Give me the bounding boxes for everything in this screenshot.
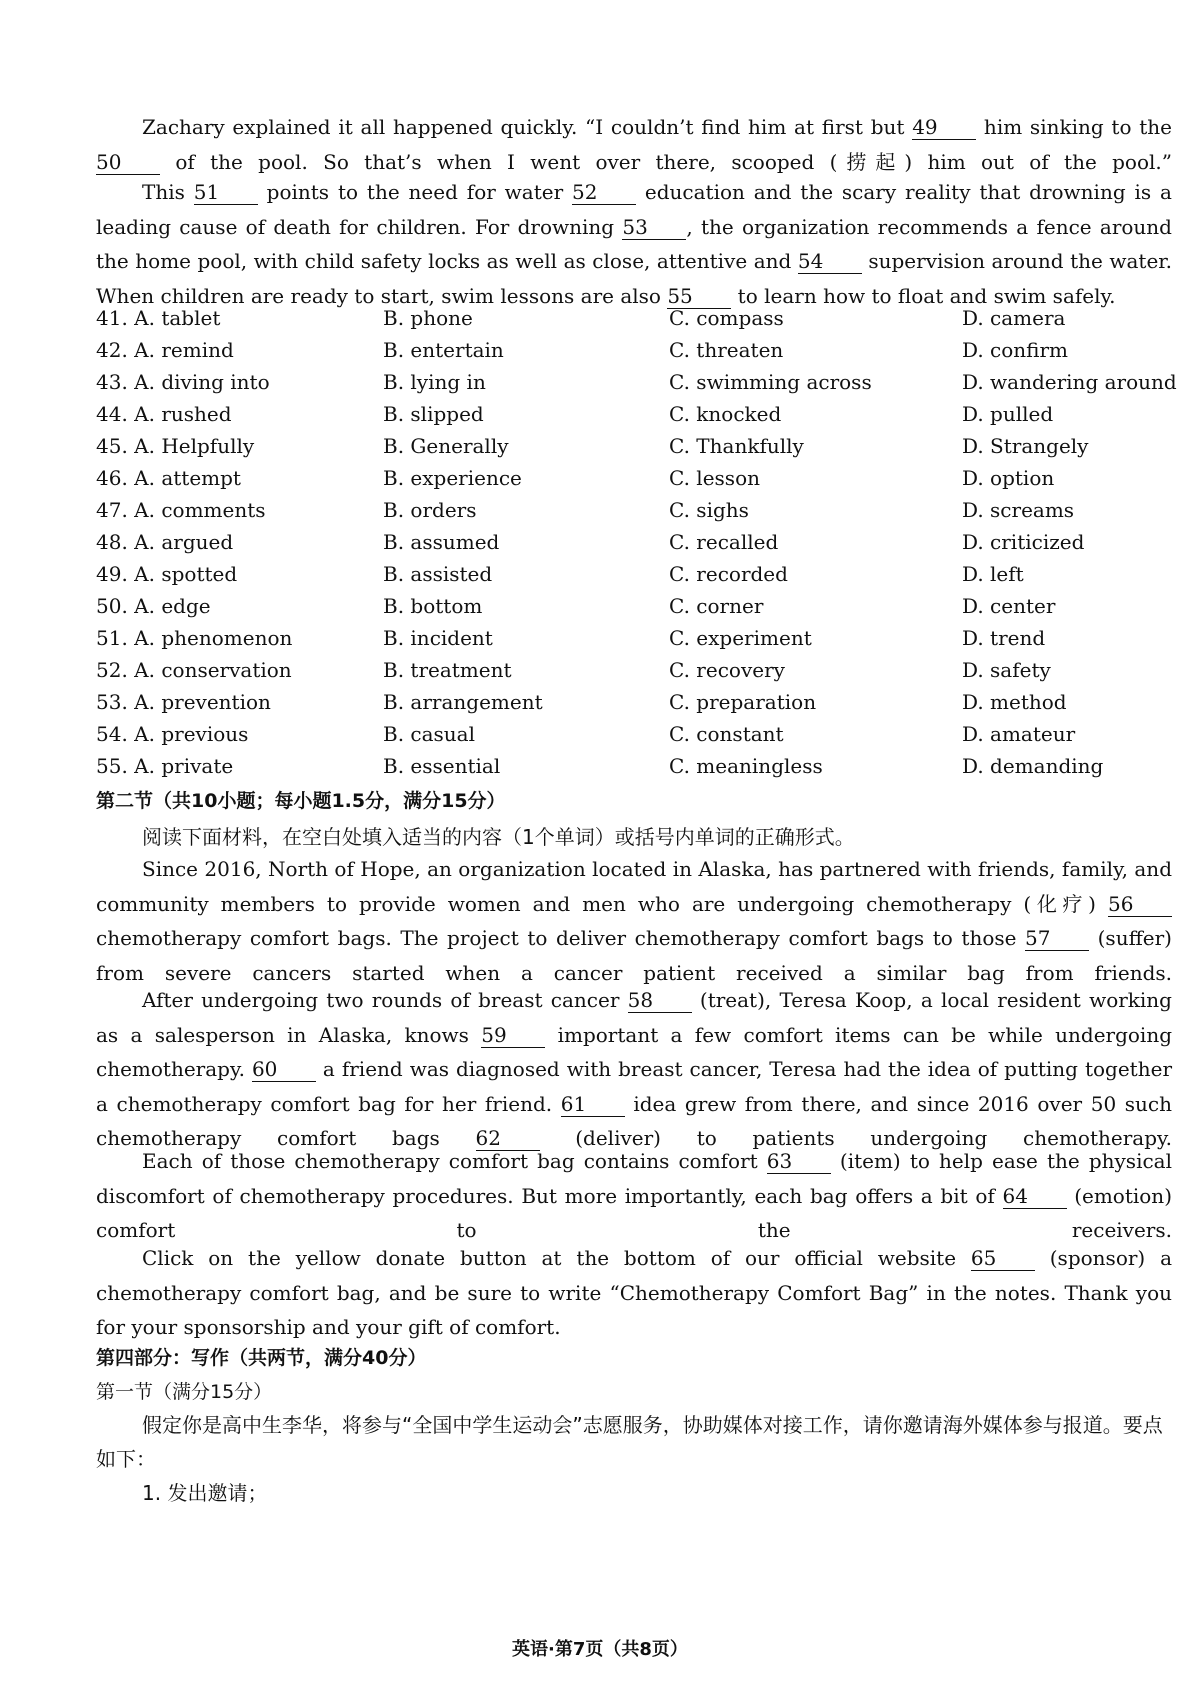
text-run: to learn how to float and swim safely. (731, 283, 1116, 308)
option-a: 42. A. remind (96, 338, 234, 362)
option-b: B. treatment (383, 658, 512, 682)
option-row (96, 461, 1172, 496)
passage2-paragraph (96, 852, 1172, 990)
option-b: B. lying in (383, 370, 486, 394)
answer-blank: 49 (912, 115, 976, 140)
option-c: C. Thankfully (669, 434, 804, 458)
option-b: B. slipped (383, 402, 484, 426)
answer-blank: 57 (1025, 926, 1089, 951)
page-footer: 英语·第7页（共8页） (512, 1639, 688, 1660)
option-a: 45. A. Helpfully (96, 434, 255, 458)
text-run: This (142, 180, 194, 204)
option-c: C. recorded (669, 562, 788, 586)
option-d: D. safety (962, 658, 1051, 682)
option-d: D. camera (962, 306, 1066, 330)
option-b: B. Generally (383, 434, 509, 458)
answer-blank: 55 (667, 284, 731, 309)
option-c: C. meaningless (669, 754, 823, 778)
answer-blank: 54 (798, 249, 862, 274)
option-row (96, 749, 1172, 784)
option-a: 55. A. private (96, 754, 234, 778)
section-heading: 第一节（满分15分） (96, 1381, 273, 1403)
passage1-paragraph (96, 175, 1172, 313)
option-d: D. left (962, 562, 1024, 586)
option-c: C. sighs (669, 498, 749, 522)
text-run: Zachary explained it all happened quickly. “I couldn’t find him at first but (142, 115, 913, 139)
text-run: (treat), Teresa Koop, a local resident working as a salesperson in Alaska, knows (96, 988, 1172, 1047)
passage2-paragraph (96, 1144, 1172, 1248)
option-a: 46. A. attempt (96, 466, 241, 490)
option-a: 48. A. argued (96, 530, 234, 554)
option-row (96, 429, 1172, 464)
answer-blank: 50 (96, 150, 160, 175)
passage2-paragraph (96, 1241, 1172, 1345)
answer-blank: 65 (971, 1246, 1035, 1271)
text-run: After undergoing two rounds of breast cancer (142, 988, 628, 1012)
option-c: C. preparation (669, 690, 817, 714)
option-a: 44. A. rushed (96, 402, 232, 426)
option-b: B. casual (383, 722, 476, 746)
option-row (96, 589, 1172, 624)
text-run: points to the need for water (257, 180, 573, 204)
option-c: C. recalled (669, 530, 779, 554)
option-d: D. pulled (962, 402, 1054, 426)
answer-blank: 61 (561, 1092, 625, 1117)
option-d: D. Strangely (962, 434, 1089, 458)
option-c: C. recovery (669, 658, 785, 682)
option-d: D. screams (962, 498, 1075, 522)
option-d: D. center (962, 594, 1056, 618)
part-heading: 第四部分：写作（共两节，满分40分） (96, 1347, 427, 1369)
answer-blank: 51 (194, 180, 258, 205)
option-c: C. compass (669, 306, 784, 330)
option-d: D. option (962, 466, 1055, 490)
option-b: B. orders (383, 498, 477, 522)
option-b: B. bottom (383, 594, 483, 618)
text-run: idea grew from there, and since 2016 over 50 such chemotherapy comfort bags (96, 1091, 1173, 1150)
option-b: B. entertain (383, 338, 504, 362)
option-b: B. experience (383, 466, 522, 490)
text-run: chemotherapy comfort bags. The project to deliver chemotherapy comfort bags to those (96, 926, 1026, 950)
text-run: (deliver) to patients undergoing chemotherapy. (539, 1126, 1172, 1150)
text-run: Since 2016, North of Hope, an organization located in Alaska, has partnered with friends, family, and community members to provide women and men who are undergoing chemotherapy (化疗) (96, 857, 1172, 916)
option-d: D. criticized (962, 530, 1085, 554)
answer-blank: 58 (628, 988, 692, 1013)
option-d: D. amateur (962, 722, 1076, 746)
text-run: , the organization recommends a fence around the home pool, with child safety locks as well as close, attentive and (96, 214, 1172, 273)
option-row (96, 397, 1172, 432)
option-c: C. swimming across (669, 370, 872, 394)
answer-blank: 64 (1003, 1184, 1067, 1209)
text-run: supervision around the water. When children are ready to start, swim lessons are also (96, 249, 1173, 308)
option-row (96, 365, 1177, 400)
section-instruction: 阅读下面材料，在空白处填入适当的内容（1个单词）或括号内单词的正确形式。 (142, 825, 855, 849)
option-a: 54. A. previous (96, 722, 249, 746)
option-d: D. demanding (962, 754, 1104, 778)
option-a: 51. A. phenomenon (96, 626, 293, 650)
option-d: D. wandering around (962, 370, 1177, 394)
option-c: C. constant (669, 722, 784, 746)
text-run: a friend was diagnosed with breast cancer, Teresa had the idea of putting together a chemotherapy comfort bag for her friend. (96, 1057, 1172, 1116)
option-row (96, 493, 1172, 528)
option-row (96, 621, 1172, 656)
option-d: D. trend (962, 626, 1046, 650)
answer-blank: 62 (476, 1126, 540, 1151)
option-row (96, 301, 1172, 336)
writing-prompt: 假定你是高中生李华，将参与“全国中学生运动会”志愿服务，协助媒体对接工作，请你邀请海外媒体参与报道。要点如下： (96, 1413, 1163, 1471)
answer-blank: 56 (1108, 892, 1172, 917)
option-a: 53. A. prevention (96, 690, 271, 714)
text-run: (emotion) comfort to the receivers. (96, 1183, 1172, 1242)
option-row (96, 333, 1172, 368)
option-b: B. assumed (383, 530, 500, 554)
text-run: (suffer) from severe cancers started when a cancer patient received a similar bag from friends. (96, 926, 1172, 985)
option-c: C. threaten (669, 338, 784, 362)
option-row (96, 685, 1172, 720)
option-a: 50. A. edge (96, 594, 211, 618)
option-b: B. essential (383, 754, 501, 778)
option-b: B. phone (383, 306, 473, 330)
option-a: 47. A. comments (96, 498, 266, 522)
option-a: 41. A. tablet (96, 306, 221, 330)
option-b: B. assisted (383, 562, 493, 586)
answer-blank: 63 (767, 1149, 831, 1174)
option-c: C. experiment (669, 626, 812, 650)
option-b: B. incident (383, 626, 493, 650)
text-run: (sponsor) a chemotherapy comfort bag, and be sure to write “Chemotherapy Comfort Bag” in the notes. Thank you for your sponsorship and your gift of comfort. (96, 1246, 1172, 1339)
answer-blank: 52 (572, 180, 636, 205)
text-run: of the pool. So that’s when I went over there, scooped (捞起) him out of the pool.” (160, 149, 1172, 174)
option-b: B. arrangement (383, 690, 543, 714)
option-d: D. confirm (962, 338, 1069, 362)
option-a: 52. A. conservation (96, 658, 292, 682)
text-run: (item) to help ease the physical discomfort of chemotherapy procedures. But more importantly, each bag offers a bit of (96, 1149, 1172, 1208)
option-row (96, 653, 1172, 688)
answer-blank: 59 (481, 1023, 545, 1048)
option-row (96, 717, 1172, 752)
passage2-paragraph (96, 983, 1172, 1156)
passage1-paragraph (96, 110, 1172, 179)
option-c: C. lesson (669, 466, 760, 490)
section-heading: 第二节（共10小题；每小题1.5分，满分15分） (96, 790, 506, 812)
option-d: D. method (962, 690, 1067, 714)
text-run: Each of those chemotherapy comfort bag contains comfort (142, 1149, 767, 1173)
option-c: C. corner (669, 594, 764, 618)
option-row (96, 557, 1172, 592)
option-c: C. knocked (669, 402, 782, 426)
answer-blank: 60 (252, 1057, 316, 1082)
text-run: Click on the yellow donate button at the bottom of our official website (142, 1246, 971, 1270)
text-run: him sinking to the (976, 115, 1173, 139)
option-a: 49. A. spotted (96, 562, 238, 586)
text-run: education and the scary reality that drowning is a leading cause of death for children. For drowning (96, 180, 1172, 239)
text-run: important a few comfort items can be while undergoing chemotherapy. (96, 1022, 1173, 1081)
option-row (96, 525, 1172, 560)
writing-point: 1. 发出邀请； (142, 1481, 268, 1505)
option-a: 43. A. diving into (96, 370, 270, 394)
answer-blank: 53 (622, 215, 686, 240)
